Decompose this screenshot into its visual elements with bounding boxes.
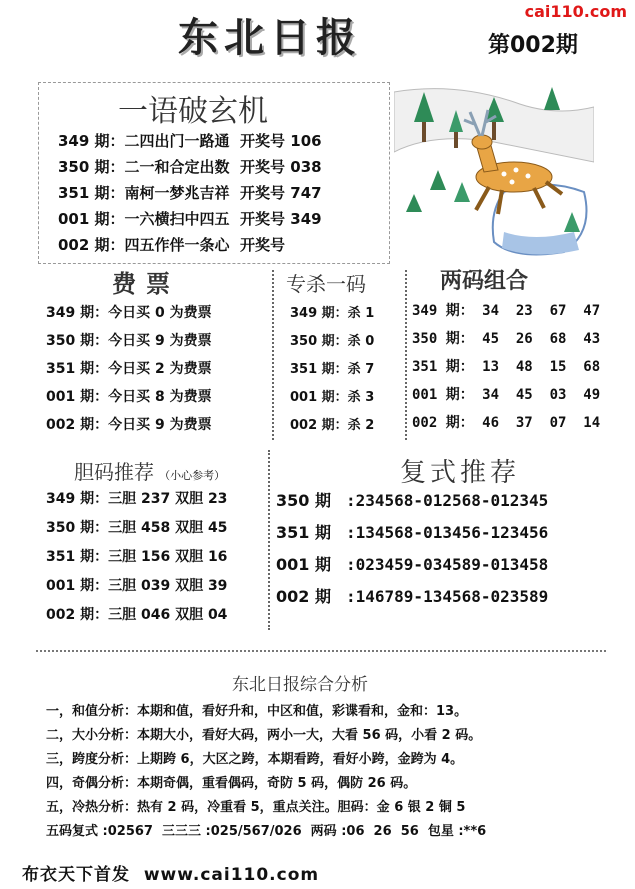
analysis-heading: 东北日报综合分析 <box>232 675 368 695</box>
list-item: 350 期：今日买 9 为费票 <box>46 333 212 349</box>
list-item: 349 期：今日买 0 为费票 <box>46 305 212 321</box>
zhuansha-list <box>290 302 374 442</box>
period-label: 002 期： <box>58 236 125 254</box>
liangma-heading: 两码组合 <box>440 268 529 294</box>
list-item: 五，冷热分析：热有 2 码，冷重看 5，重点关注。胆码：金 6 银 2 铜 5 <box>46 800 466 815</box>
list-item: 001 期：杀 3 <box>290 390 375 405</box>
list-item: 三，跨度分析：上期跨 6，大区之跨，本期看跨，看好小跨，金跨为 4。 <box>46 752 464 767</box>
list-item <box>58 208 322 234</box>
prize-label: 开奖号 <box>240 158 286 176</box>
riddle-text: 一六横扫中四五 <box>124 210 230 228</box>
period-label: 350 期 <box>276 491 331 510</box>
fushi-heading: 复式推荐 <box>400 458 521 488</box>
list-item <box>58 182 322 208</box>
divider <box>272 270 274 440</box>
feipiao-heading: 费票 <box>112 269 180 298</box>
list-item: 349 期： 34 23 67 47 <box>412 303 601 319</box>
prize-label: 开奖号 <box>240 132 286 150</box>
divider <box>405 270 407 440</box>
combo-value: :023459-034589-013458 <box>346 555 549 574</box>
period-label: 351 期 <box>276 523 331 542</box>
danma-heading: 胆码推荐 <box>74 460 154 484</box>
list-item <box>276 488 548 520</box>
danma-list <box>46 488 227 633</box>
prize-label: 开奖号 <box>240 210 286 228</box>
period-label: 002 期 <box>276 587 331 606</box>
deer-illustration <box>394 82 594 262</box>
list-item: 五码复式 :02567 三三三 :025/567/026 两码 :06 26 56 包星 :**6 <box>46 824 487 839</box>
combo-value: :234568-012568-012345 <box>346 491 549 510</box>
list-item: 二，大小分析：本期大小，看好大码，两小一大，大看 56 码，小看 2 码。 <box>46 728 482 743</box>
site-url[interactable]: cai110.com <box>524 2 627 21</box>
list-item: 350 期：三胆 458 双胆 45 <box>46 520 228 536</box>
footer-text: 布衣天下首发 www.cai110.com <box>22 865 320 885</box>
combo-value: :134568-013456-123456 <box>346 523 549 542</box>
list-item <box>276 520 548 552</box>
period-label: 349 期： <box>58 132 125 150</box>
list-item: 002 期：三胆 046 双胆 04 <box>46 607 228 623</box>
feipiao-list <box>46 302 212 442</box>
danma-heading-wrap <box>74 456 225 485</box>
period-label: 001 期： <box>58 210 125 228</box>
liangma-list <box>412 300 600 440</box>
list-item: 349 期：三胆 237 双胆 23 <box>46 491 228 507</box>
riddle-text: 南柯一梦兆吉祥 <box>124 184 230 202</box>
period-label: 001 期 <box>276 555 331 574</box>
list-item: 002 期： 46 37 07 14 <box>412 415 601 431</box>
riddle-text: 四五作伴一条心 <box>124 236 230 254</box>
list-item: 351 期：杀 7 <box>290 362 375 377</box>
list-item <box>276 552 548 584</box>
list-item: 351 期：今日买 2 为费票 <box>46 361 212 377</box>
riddle-text: 二四出门一路通 <box>124 132 230 150</box>
combo-value: :146789-134568-023589 <box>346 587 549 606</box>
list-item <box>58 234 322 260</box>
list-item: 001 期： 34 45 03 49 <box>412 387 601 403</box>
list-item: 350 期： 45 26 68 43 <box>412 331 601 347</box>
danma-note: （小心参考） <box>159 469 226 482</box>
issue-number: 第002期 <box>488 33 578 58</box>
analysis-list <box>46 700 486 844</box>
divider <box>268 450 270 630</box>
list-item <box>58 156 322 182</box>
prize-number: 349 <box>290 210 322 228</box>
riddle-text: 二一和合定出数 <box>124 158 230 176</box>
list-item: 四，奇偶分析：本期奇偶，重看偶码，奇防 5 码，偶防 26 码。 <box>46 776 417 791</box>
list-item: 一，和值分析：本期和值，看好升和，中区和值，彩谍看和，金和：13。 <box>46 704 468 719</box>
prize-label: 开奖号 <box>240 184 286 202</box>
prize-number: 106 <box>290 132 322 150</box>
list-item <box>58 130 322 156</box>
yiyu-heading: 一语破玄机 <box>118 94 268 129</box>
divider <box>36 650 606 652</box>
list-item: 001 期：三胆 039 双胆 39 <box>46 578 228 594</box>
period-label: 350 期： <box>58 158 125 176</box>
list-item: 002 期：杀 2 <box>290 418 375 433</box>
prize-number: 747 <box>290 184 322 202</box>
list-item <box>276 584 548 616</box>
list-item: 001 期：今日买 8 为费票 <box>46 389 212 405</box>
prize-label: 开奖号 <box>240 236 286 254</box>
list-item: 351 期： 13 48 15 68 <box>412 359 601 375</box>
list-item: 349 期：杀 1 <box>290 306 375 321</box>
yiyu-list <box>58 130 322 260</box>
list-item: 351 期：三胆 156 双胆 16 <box>46 549 228 565</box>
newspaper-title: 东北日报 <box>178 14 362 61</box>
list-item: 002 期：今日买 9 为费票 <box>46 417 212 433</box>
list-item: 350 期：杀 0 <box>290 334 375 349</box>
fushi-list <box>276 488 548 616</box>
period-label: 351 期： <box>58 184 125 202</box>
prize-number: 038 <box>290 158 322 176</box>
zhuansha-heading: 专杀一码 <box>286 272 366 296</box>
